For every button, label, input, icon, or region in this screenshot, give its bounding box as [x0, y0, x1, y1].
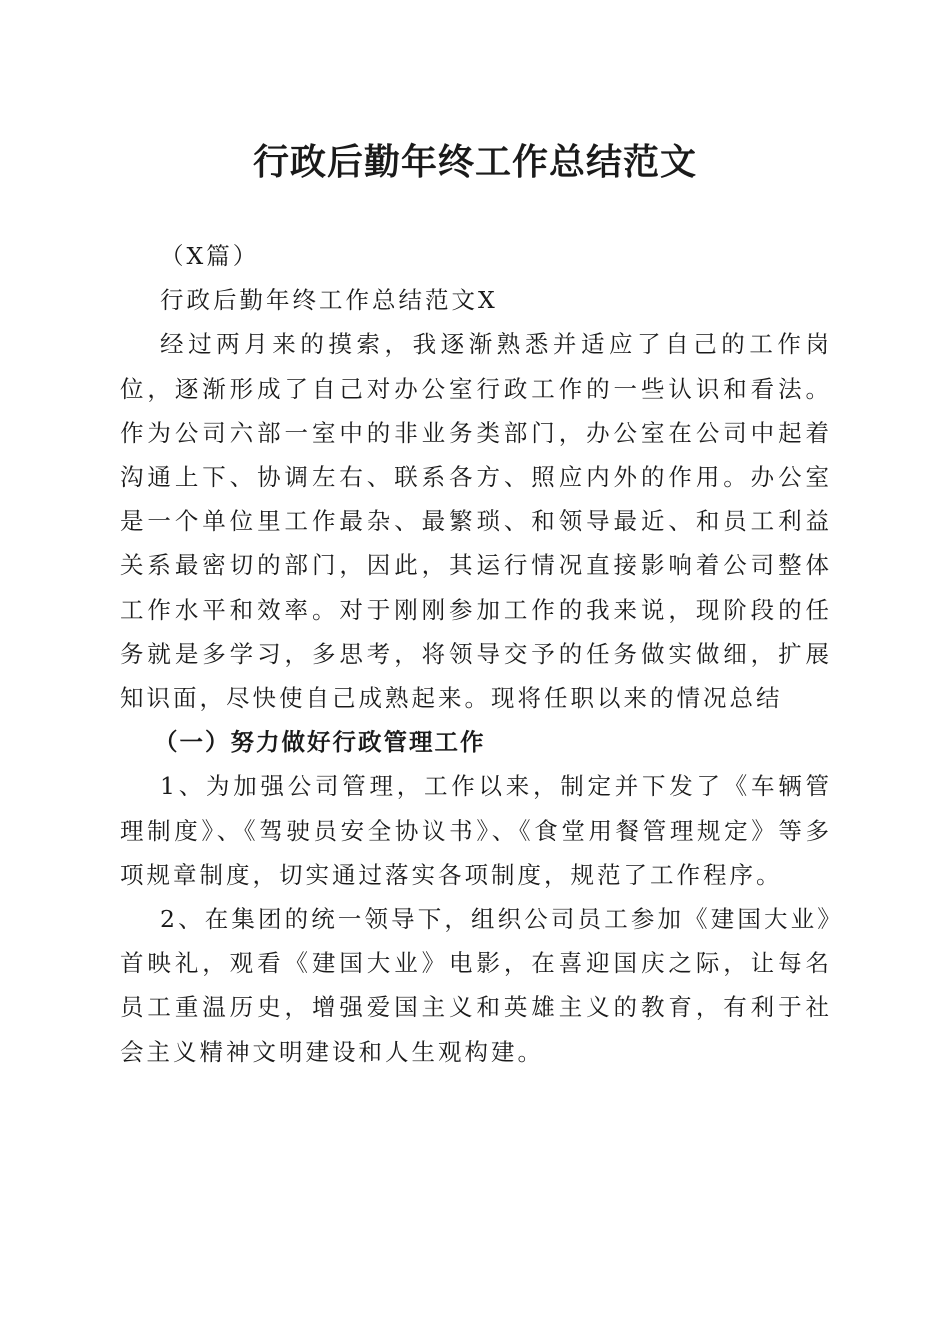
document-body [120, 234, 832, 1074]
paragraph-section-count: （X篇） [160, 242, 260, 270]
paragraph-subtitle: 行政后勤年终工作总结范文X [160, 286, 498, 315]
paragraph-item-2: 2、在集团的统一领导下，组织公司员工参加《建国大业》首映礼，观看《建国大业》电影，在喜迎国庆之际，让每名员工重温历史，增强爱国主义和英雄主义的教育，有利于社会主义精神文明建设和人生观构建。 [120, 905, 832, 1066]
paragraph-intro: 经过两月来的摸索，我逐渐熟悉并适应了自己的工作岗位，逐渐形成了自己对办公室行政工作的一些认识和看法。作为公司六部一室中的非业务类部门，办公室在公司中起着沟通上下、协调左右、联系各方、照应内外的作用。办公室是一个单位里工作最杂、最繁琐、和领导最近、和员工利益关系最密切的部门，因此，其运行情况直接影响着公司整体工作水平和效率。对于刚刚参加工作的我来说，现阶段的任务就是多学习，多思考，将领导交予的任务做实做细，扩展知识面，尽快使自己成熟起来。现将任职以来的情况总结 [120, 330, 832, 713]
section-heading: （一）努力做好行政管理工作 [154, 728, 486, 757]
paragraph-item-1: 1、为加强公司管理，工作以来，制定并下发了《车辆管理制度》、《驾驶员安全协议书》、《食堂用餐管理规定》等多项规章制度，切实通过落实各项制度，规范了工作程序。 [120, 772, 832, 889]
document-title: 行政后勤年终工作总结范文 [252, 141, 697, 183]
